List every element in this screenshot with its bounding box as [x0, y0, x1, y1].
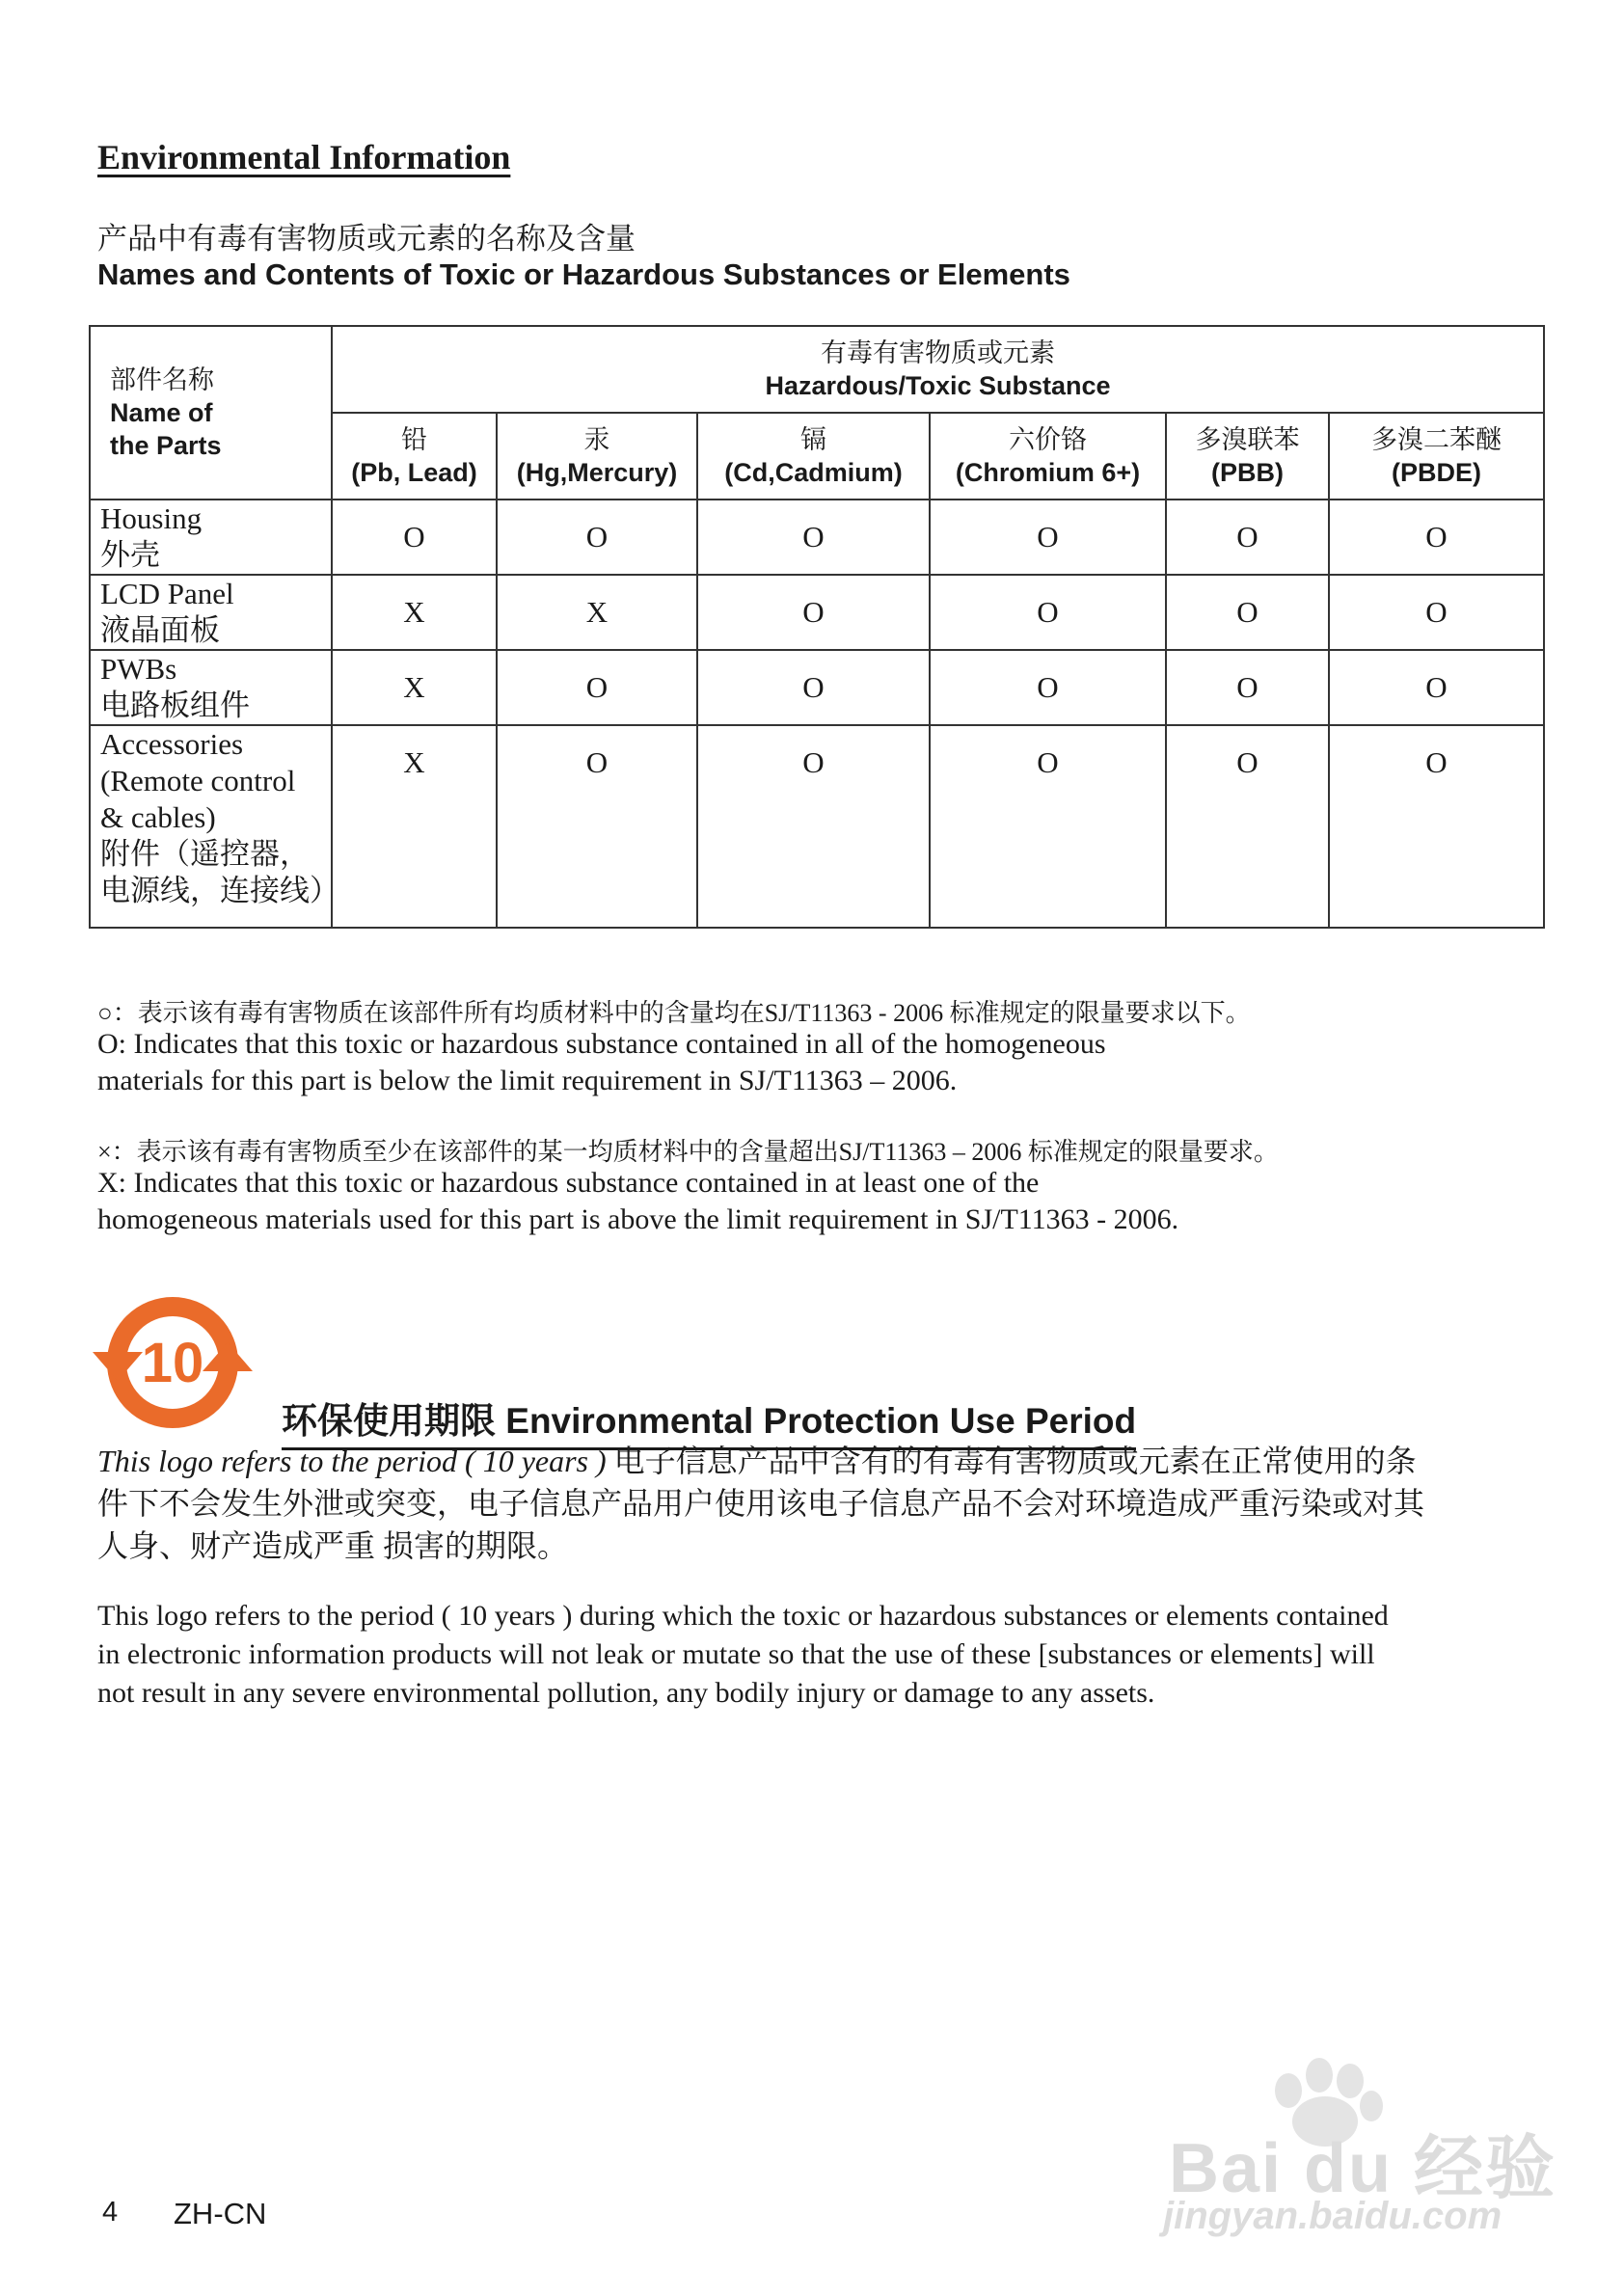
part-name-cell	[90, 650, 332, 725]
note-x-en-line: X: Indicates that this toxic or hazardous substance contained in at least one of the	[97, 1167, 1040, 1199]
mark-cell: O	[1329, 725, 1544, 928]
mark-cell: O	[497, 650, 697, 725]
col-cn: 镉	[800, 425, 826, 454]
mark-cell: X	[332, 725, 497, 928]
group-header-cn: 有毒有害物质或元素	[821, 338, 1055, 367]
mark-cell: O	[497, 725, 697, 928]
part-name-cell	[90, 725, 339, 928]
column-header-pbde	[1329, 413, 1544, 500]
column-header-pbb	[1166, 413, 1329, 500]
watermark-brand: Bai du 经验	[1169, 2130, 1557, 2207]
col-en: (Chromium 6+)	[955, 458, 1141, 487]
mark-cell: O	[930, 500, 1166, 575]
page-language: ZH-CN	[174, 2197, 267, 2230]
mark-cell: O	[697, 500, 930, 575]
note-o-en	[97, 1026, 1351, 1099]
mark-cell: O	[697, 575, 930, 650]
part-name-en: (Remote control	[100, 764, 296, 797]
mark-cell: O	[697, 725, 930, 928]
mark-cell: O	[697, 650, 930, 725]
parts-header	[90, 326, 332, 500]
column-header-lead	[332, 413, 497, 500]
mark-cell: O	[1166, 500, 1329, 575]
parts-header-en-2: the Parts	[110, 431, 222, 460]
parts-header-en-1: Name of	[110, 398, 213, 427]
mark-cell: O	[1329, 575, 1544, 650]
part-name-en: Accessories	[100, 727, 244, 761]
mark-cell: O	[1166, 650, 1329, 725]
part-name-cn: 电源线，连接线）	[100, 874, 339, 907]
col-cn: 多溴二苯醚	[1371, 425, 1502, 454]
subtitle-en: Names and Contents of Toxic or Hazardous Substances or Elements	[97, 257, 1070, 291]
col-en: (Hg,Mercury)	[516, 458, 678, 487]
column-header-mercury	[497, 413, 697, 500]
epup-description	[97, 1440, 1505, 1567]
note-x-cn: ×：表示该有毒有害物质至少在该部件的某一均质材料中的含量超出SJ/T11363 – 2006 标准规定的限量要求。	[97, 1138, 1279, 1166]
table-row	[90, 725, 1544, 928]
part-name-cell	[90, 575, 332, 650]
mark-cell: O	[1166, 725, 1329, 928]
mark-cell: X	[497, 575, 697, 650]
col-en: (Pb, Lead)	[351, 458, 477, 487]
note-x-en	[97, 1165, 1448, 1238]
substance-group-header	[332, 326, 1544, 413]
part-name-cn: 液晶面板	[100, 613, 220, 647]
note-o-cn: ○：表示该有毒有害物质在该部件所有均质材料中的含量均在SJ/T11363 - 2006 标准规定的限量要求以下。	[97, 999, 1251, 1027]
col-cn: 多溴联苯	[1195, 425, 1300, 454]
mark-cell: X	[332, 650, 497, 725]
column-header-cadmium	[697, 413, 930, 500]
mark-cell: O	[332, 500, 497, 575]
epup-desc-cn: 人身、财产造成严重 损害的期限。	[97, 1528, 569, 1563]
part-name-en: & cables)	[100, 800, 216, 834]
epup-10-logo-icon	[91, 1290, 255, 1435]
group-header-en: Hazardous/Toxic Substance	[765, 371, 1111, 400]
epup-english-text	[97, 1597, 1525, 1713]
part-name-cn: 附件（遥控器，	[100, 837, 310, 871]
note-o-en-line: O: Indicates that this toxic or hazardous substance contained in all of the homogeneous	[97, 1028, 1106, 1060]
epup-en-line: not result in any severe environmental pollution, any bodily injury or damage to any assets.	[97, 1677, 1155, 1709]
col-en: (PBDE)	[1392, 458, 1481, 487]
epup-title: 环保使用期限 Environmental Protection Use Period	[282, 1391, 1136, 1450]
column-header-chromium	[930, 413, 1166, 500]
part-name-cn: 电路板组件	[100, 689, 250, 722]
part-name-en: LCD Panel	[100, 577, 234, 610]
part-name-cell	[90, 500, 332, 575]
table-row	[90, 650, 1544, 725]
table-row	[90, 500, 1544, 575]
epup-en-line: in electronic information products will not leak or mutate so that the use of these [substances or elements] will	[97, 1638, 1375, 1670]
subtitle-cn: 产品中有毒有害物质或元素的名称及含量	[97, 222, 636, 256]
mark-cell: O	[930, 650, 1166, 725]
epup-en-line: This logo refers to the period ( 10 years ) during which the toxic or hazardous substances or elements contained	[97, 1600, 1389, 1632]
part-name-en: Housing	[100, 501, 203, 535]
note-o-en-line: materials for this part is below the limit requirement in SJ/T11363 – 2006.	[97, 1065, 958, 1096]
col-cn: 汞	[583, 425, 610, 454]
table-header-row	[90, 326, 1544, 413]
mark-cell: O	[1329, 650, 1544, 725]
mark-cell: O	[1329, 500, 1544, 575]
mark-cell: O	[930, 575, 1166, 650]
epup-logo-number: 10	[141, 1332, 204, 1394]
part-name-cn: 外壳	[100, 538, 160, 572]
page-number: 4	[102, 2197, 119, 2228]
watermark-url: jingyan.baidu.com	[1163, 2195, 1502, 2237]
note-x-en-line: homogeneous materials used for this part is above the limit requirement in SJ/T11363 - 2006.	[97, 1203, 1179, 1235]
part-name-en: PWBs	[100, 652, 177, 686]
mark-cell: X	[332, 575, 497, 650]
parts-header-cn: 部件名称	[110, 365, 214, 394]
col-cn: 六价铬	[1009, 425, 1087, 454]
substances-table	[89, 325, 1545, 929]
mark-cell: O	[930, 725, 1166, 928]
epup-desc-cn: 件下不会发生外泄或突变，电子信息产品用户使用该电子信息产品不会对环境造成严重污染或对其	[97, 1486, 1425, 1521]
col-en: (PBB)	[1211, 458, 1284, 487]
epup-desc-cn: 电子信息产品中含有的有毒有害物质或元素在正常使用的条	[606, 1444, 1417, 1478]
page-heading: Environmental Information	[97, 138, 511, 176]
col-en: (Cd,Cadmium)	[724, 458, 903, 487]
mark-cell: O	[497, 500, 697, 575]
table-row	[90, 575, 1544, 650]
mark-cell: O	[1166, 575, 1329, 650]
col-cn: 铅	[401, 425, 427, 454]
epup-desc-italic: This logo refers to the period ( 10 years )	[97, 1444, 607, 1478]
